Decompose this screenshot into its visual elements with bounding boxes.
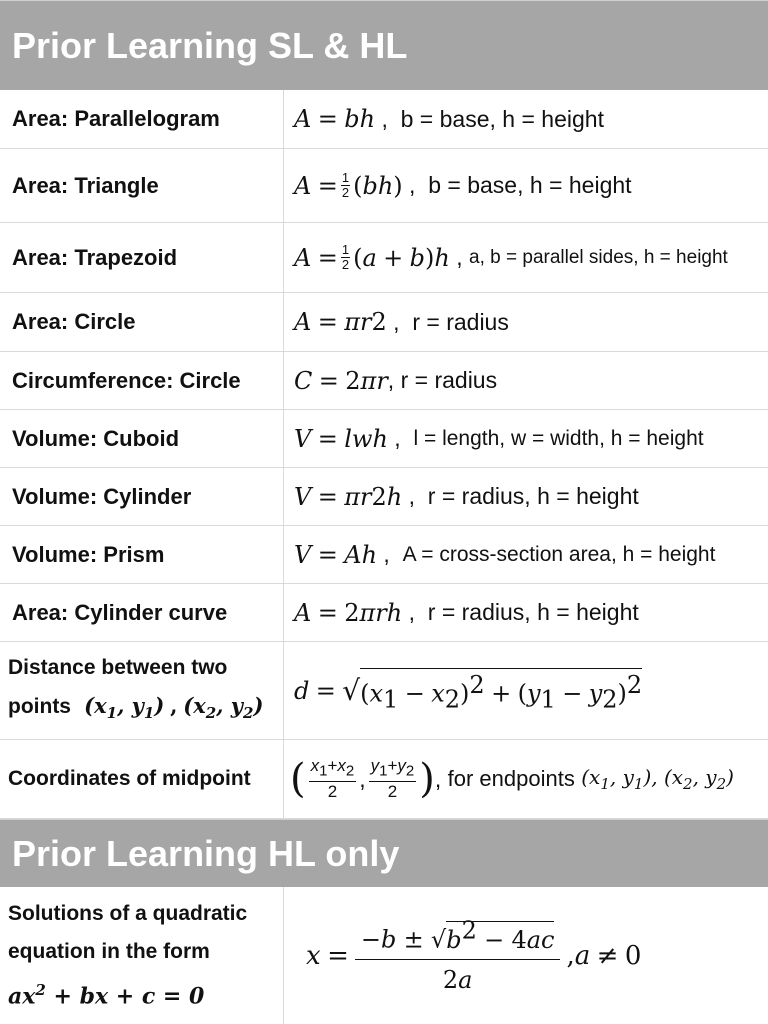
formula-label: Coordinates of midpoint (0, 740, 284, 818)
formula-description: b = base, h = height (400, 105, 604, 132)
formula-row-circumference (0, 352, 768, 410)
label-text: points (8, 694, 71, 718)
formula-label: Circumference: Circle (0, 352, 284, 409)
formula-row-parallelogram (0, 90, 768, 149)
formula-label: Volume: Prism (0, 526, 284, 583)
formula-description: a, b = parallel sides, h = height (469, 246, 728, 268)
formula-expression: V = πr 2 h , r = radius, h = height (294, 482, 639, 511)
formula-description: r = radius, h = height (427, 483, 639, 509)
formula-label: Area: Parallelogram (0, 90, 284, 148)
formula-row-midpoint (0, 740, 768, 819)
formula-description: r = radius, h = height (427, 599, 639, 625)
formula-description: l = length, w = width, h = height (413, 426, 704, 450)
label-line: Distance between two (8, 655, 228, 679)
formula-row-distance (0, 642, 768, 740)
formula-expression: C = 2 πr , r = radius (294, 366, 498, 395)
formula-expression: A = $\frac{1}{2}$ ( bh ) , b = base, h = height (294, 170, 632, 200)
formula-label: Area: Cylinder curve (0, 584, 284, 641)
formula-row-circle-area (0, 293, 768, 352)
formula-row-trapezoid (0, 223, 768, 293)
formula-row-quadratic (0, 887, 768, 1024)
formula-row-prism (0, 526, 768, 584)
formula-row-cylinder-curve (0, 584, 768, 642)
label-line: Solutions of a quadratic (8, 902, 248, 926)
formula-row-cuboid (0, 410, 768, 468)
formula-description: A = cross-section area, h = height (402, 542, 716, 566)
formula-expression: A = πr 2 , r = radius (294, 308, 509, 336)
formula-description: for endpoints (447, 766, 575, 791)
formula-description: r = radius (412, 308, 509, 335)
formula-expression: d = √ $(x_1 - x_2)^2 + (y_1 - y_2)^2$ (284, 642, 768, 739)
formula-description: r = radius (400, 367, 498, 393)
formula-expression: x = $\frac{-b \pm √b^2 - 4ac}{2a}$ , a ≠ 0 (306, 916, 642, 994)
formula-expression: A = $\frac{1}{2}$ ( a + b ) h , a, b = parallel sides, h = height (294, 242, 728, 272)
section-header-hl-only (0, 819, 768, 887)
formula-expression: V = Ah , A = cross-section area, h = height (294, 540, 716, 569)
formula-label: Volume: Cylinder (0, 468, 284, 525)
formula-label: Area: Triangle (0, 149, 284, 222)
formula-label: Area: Trapezoid (0, 223, 284, 292)
section-header-sl-hl (0, 0, 768, 90)
formula-label (0, 887, 284, 1024)
section-title: Prior Learning SL & HL (12, 24, 408, 66)
formula-description: b = base, h = height (428, 172, 632, 198)
label-line: equation in the form (8, 940, 210, 964)
formula-label: Area: Circle (0, 293, 284, 351)
label-line: $ax^2$ + bx + c = 0 (8, 981, 205, 1010)
formula-row-triangle (0, 149, 768, 223)
formula-expression: ( $\frac{x_1+x_2}{2}$ , $\frac{y_1+y_2}{2}$ ) , for endpoints ($x_1$, $y_1$), ($x_2$, $y_2$) (290, 755, 734, 802)
section-title: Prior Learning HL only (12, 832, 400, 874)
formula-expression: A = 2 πrh , r = radius, h = height (294, 598, 639, 627)
formula-label: Volume: Cuboid (0, 410, 284, 467)
formula-expression: V = lwh , l = length, w = width, h = height (294, 424, 704, 453)
formula-label (0, 642, 284, 739)
label-line: points ($x_1$, $y_1$) , ($x_2$, $y_2$) (8, 692, 264, 723)
formula-expression: A = bh , b = base, h = height (294, 105, 604, 133)
formula-row-cylinder (0, 468, 768, 526)
